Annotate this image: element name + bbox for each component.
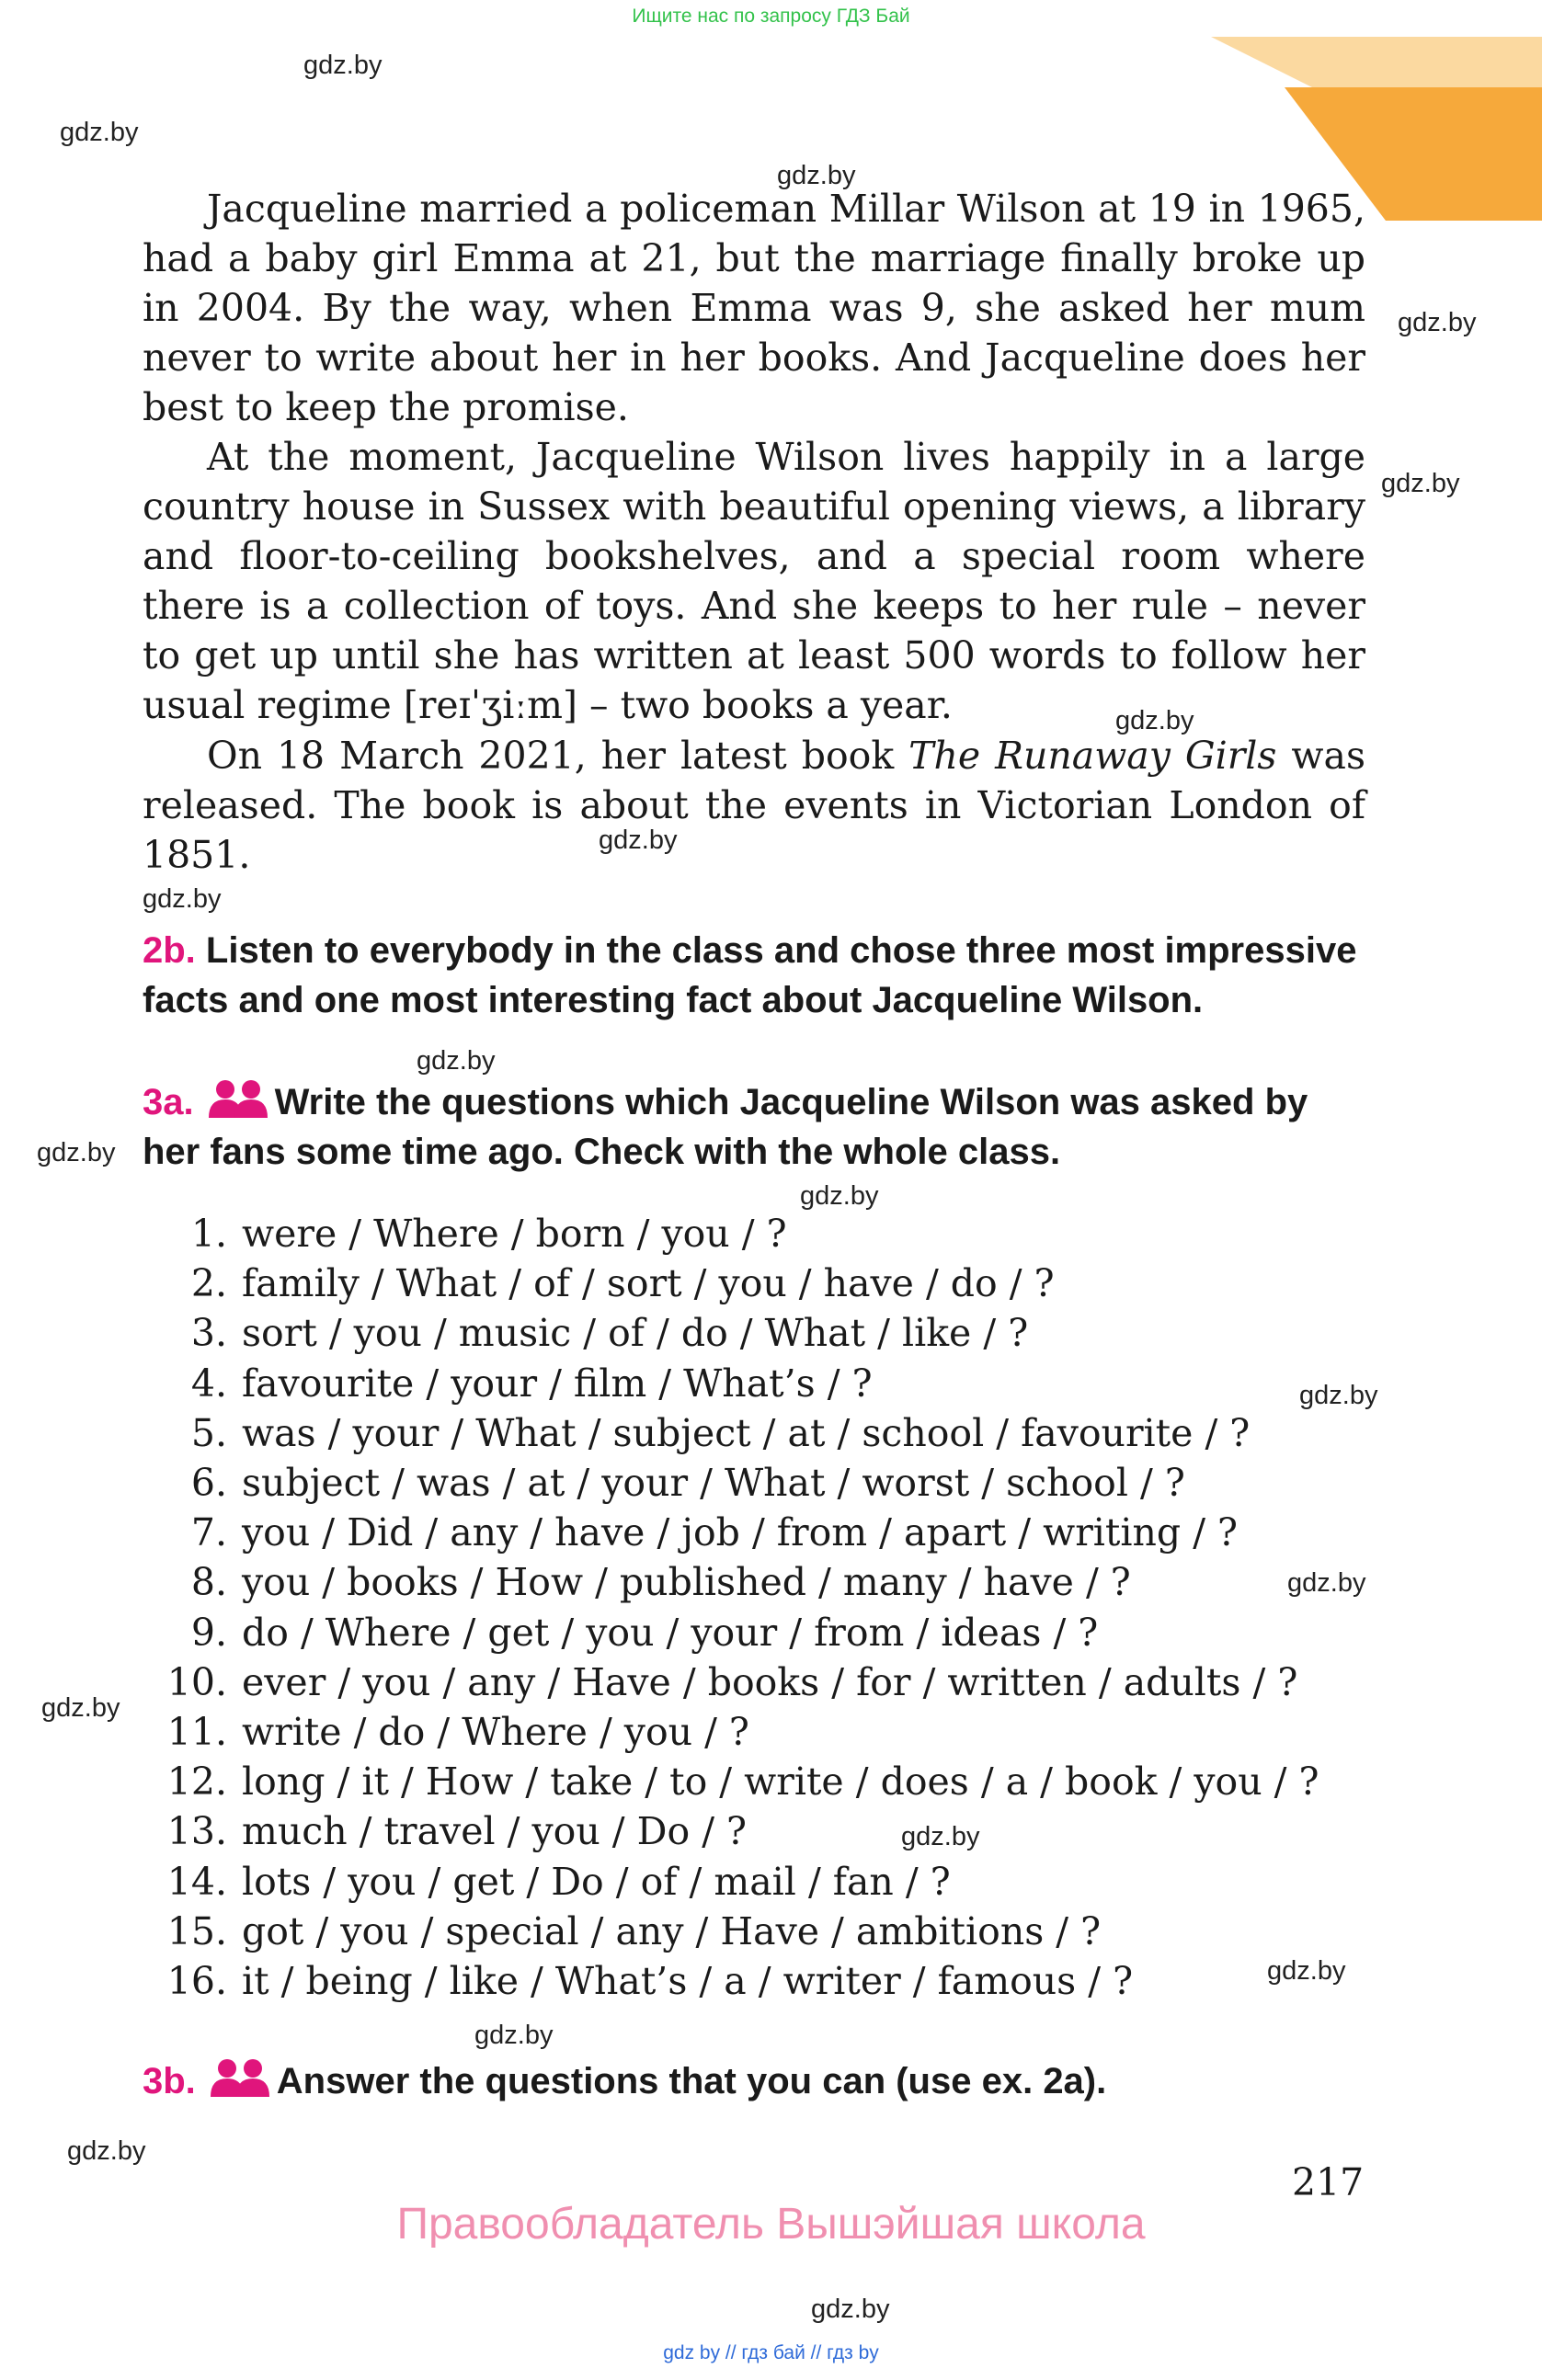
question-text: subject / was / at / your / What / worst / school / ?: [242, 1461, 1185, 1506]
question-item: [143, 1359, 1393, 1408]
task-number: 3b.: [143, 2061, 196, 2101]
copyright-owner: Правообладатель Вышэйшая школа: [396, 2200, 1146, 2249]
question-item: [143, 1458, 1393, 1508]
pair-work-icon: [209, 2058, 271, 2097]
question-item: [143, 1757, 1393, 1806]
paragraph-latest-book-before: On 18 March 2021, her latest book: [207, 734, 909, 778]
question-number: 4.: [190, 1361, 227, 1406]
question-text: you / Did / any / have / job / from / apart / writing / ?: [242, 1510, 1239, 1555]
watermark: gdz.by: [777, 161, 856, 190]
question-number: 16.: [166, 1959, 227, 2004]
question-item: [143, 1707, 1393, 1757]
question-number: 8.: [190, 1560, 227, 1605]
question-item: [143, 1308, 1393, 1358]
question-number: 7.: [190, 1510, 227, 1555]
question-number: 14.: [166, 1859, 227, 1904]
watermark: gdz.by: [60, 118, 139, 147]
watermark: gdz.by: [1267, 1956, 1346, 1986]
watermark: gdz.by: [1299, 1381, 1378, 1410]
question-item: [143, 1557, 1393, 1607]
task-instruction: Listen to everybody in the class and chose three most impressive facts and one most interesting fact about Jacqueline Wilson.: [143, 930, 1357, 1020]
question-text: long / it / How / take / to / write / does / a / book / you / ?: [242, 1759, 1319, 1805]
question-text: you / books / How / published / many / have / ?: [242, 1560, 1131, 1605]
question-text: sort / you / music / of / do / What / like / ?: [242, 1311, 1029, 1356]
paragraph-latest-book-after: was released. The book is about the events in Victorian London of 1851.: [143, 734, 1365, 877]
question-number: 10.: [166, 1659, 227, 1704]
top-banner[interactable]: Ищите нас по запросу ГДЗ Бай: [632, 6, 910, 27]
question-item: [143, 1408, 1393, 1458]
question-text: family / What / of / sort / you / have / do / ?: [242, 1261, 1055, 1306]
question-text: it / being / like / What’s / a / writer / famous / ?: [242, 1959, 1134, 2004]
question-item: [143, 1508, 1393, 1557]
question-text: was / your / What / subject / at / school / favourite / ?: [242, 1410, 1251, 1455]
question-text: got / you / special / any / Have / ambitions / ?: [242, 1908, 1102, 1953]
watermark: gdz.by: [1381, 469, 1460, 498]
task-3b: [143, 2056, 1375, 2106]
question-item: [143, 1907, 1393, 1956]
paragraph-latest-book: [143, 731, 1365, 880]
question-number: 15.: [166, 1908, 227, 1953]
watermark: gdz.by: [37, 1138, 116, 1167]
watermark: gdz.by: [599, 826, 678, 855]
page-number: 217: [1292, 2160, 1365, 2204]
question-item: [143, 1956, 1393, 2006]
question-number: 11.: [166, 1710, 227, 1755]
question-number: 9.: [190, 1610, 227, 1655]
task-2b: [143, 926, 1375, 1025]
watermark: gdz.by: [474, 2021, 554, 2050]
question-number: 12.: [166, 1759, 227, 1805]
question-list: [143, 1209, 1393, 2006]
question-item: [143, 1657, 1393, 1707]
task-3a: [143, 1077, 1375, 1177]
paragraph-marriage: Jacqueline married a policeman Millar Wilson at 19 in 1965, had a baby girl Emma at 21, but the marriage finally broke up in 2004. By the way, when Emma was 9, she asked her mum never to write about her in her books. And Jacqueline does her best to keep the promise.: [143, 187, 1365, 429]
question-item: [143, 1857, 1393, 1907]
question-number: 2.: [190, 1261, 227, 1306]
bottom-links[interactable]: gdz by // гдз бай // гдз by: [663, 2342, 879, 2363]
question-text: write / do / Where / you / ?: [242, 1710, 749, 1755]
question-item: [143, 1209, 1393, 1258]
question-number: 3.: [190, 1311, 227, 1356]
watermark: gdz.by: [1287, 1568, 1366, 1598]
question-item: [143, 1258, 1393, 1308]
question-number: 5.: [190, 1410, 227, 1455]
watermark: gdz.by: [303, 51, 383, 80]
watermark: gdz.by: [67, 2136, 146, 2166]
question-number: 6.: [190, 1461, 227, 1506]
question-number: 1.: [190, 1212, 227, 1256]
question-item: [143, 1608, 1393, 1657]
watermark: gdz.by: [811, 2295, 890, 2324]
watermark: gdz.by: [901, 1822, 980, 1851]
question-number: 13.: [166, 1809, 227, 1854]
question-text: ever / you / any / Have / books / for / written / adults / ?: [242, 1659, 1298, 1704]
watermark: gdz.by: [41, 1693, 120, 1723]
question-item: [143, 1806, 1393, 1856]
watermark: gdz.by: [1398, 308, 1477, 337]
pair-work-icon: [207, 1079, 269, 1118]
book-title: The Runaway Girls: [908, 734, 1277, 778]
paragraph-home: At the moment, Jacqueline Wilson lives happily in a large country house in Sussex with beautiful opening views, a library and floor-to-ceiling bookshelves, and a special room where there is a collection of toys. And she keeps to her rule – never to get up until she has written at least 500 words to follow her usual regime [reɪˈʒiːm] – two books a year.: [143, 435, 1365, 727]
watermark: gdz.by: [417, 1046, 496, 1076]
watermark: gdz.by: [143, 884, 222, 914]
task-instruction: Answer the questions that you can (use ex. 2a).: [276, 2061, 1107, 2101]
question-text: much / travel / you / Do / ?: [242, 1809, 748, 1854]
question-text: favourite / your / film / What’s / ?: [242, 1361, 873, 1406]
task-number: 2b.: [143, 930, 196, 971]
question-text: were / Where / born / you / ?: [242, 1212, 787, 1256]
watermark: gdz.by: [1115, 706, 1194, 735]
task-instruction: Write the questions which Jacqueline Wilson was asked by her fans some time ago. Check with the whole class.: [143, 1082, 1308, 1172]
question-text: lots / you / get / Do / of / mail / fan / ?: [242, 1859, 951, 1904]
task-number: 3a.: [143, 1082, 194, 1122]
question-text: do / Where / get / you / your / from / ideas / ?: [242, 1610, 1099, 1655]
watermark: gdz.by: [800, 1181, 879, 1211]
